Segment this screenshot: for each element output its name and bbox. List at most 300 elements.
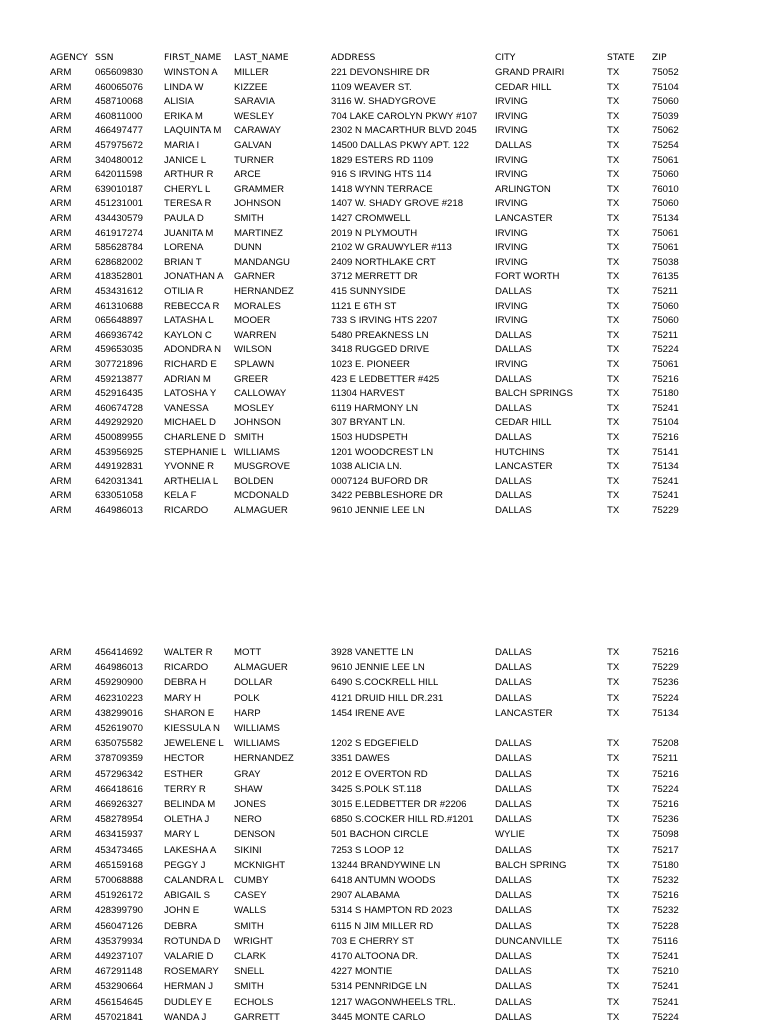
cell-state: TX bbox=[607, 402, 620, 414]
cell-agency: ARM bbox=[50, 723, 72, 734]
cell-last-name: CUMBY bbox=[234, 875, 269, 886]
cell-ssn: 459213877 bbox=[95, 373, 144, 385]
cell-state: TX bbox=[607, 67, 620, 78]
cell-state: TX bbox=[607, 647, 620, 658]
cell-last-name: SMITH bbox=[234, 213, 264, 224]
table-row bbox=[0, 691, 768, 706]
cell-city: IRVING bbox=[495, 110, 528, 122]
cell-first-name: WALTER R bbox=[164, 647, 213, 658]
table-row bbox=[0, 386, 768, 401]
table-row bbox=[0, 445, 768, 460]
table-row bbox=[0, 459, 768, 474]
cell-zip: 75134 bbox=[652, 461, 679, 473]
cell-agency: ARM bbox=[50, 753, 72, 765]
cell-zip: 75229 bbox=[652, 505, 679, 516]
table-row bbox=[0, 372, 768, 387]
cell-address: 3422 PEBBLESHORE DR bbox=[331, 490, 443, 502]
cell-address: 221 DEVONSHIRE DR bbox=[331, 67, 430, 78]
cell-zip: 75241 bbox=[652, 490, 679, 502]
cell-city: IRVING bbox=[495, 227, 528, 239]
table-row bbox=[0, 488, 768, 503]
table-row bbox=[0, 979, 768, 994]
cell-zip: 75228 bbox=[652, 920, 679, 932]
cell-city: LANCASTER bbox=[495, 461, 553, 473]
table-row bbox=[0, 153, 768, 168]
cell-first-name: LATASHA L bbox=[164, 315, 214, 327]
cell-ssn: 457021841 bbox=[95, 1011, 144, 1023]
table-row bbox=[0, 949, 768, 964]
cell-city: DALLAS bbox=[495, 814, 532, 826]
cell-zip: 75229 bbox=[652, 662, 679, 674]
cell-agency: ARM bbox=[50, 875, 72, 886]
cell-last-name: ALMAGUER bbox=[234, 662, 288, 674]
cell-state: TX bbox=[607, 359, 620, 370]
cell-zip: 75104 bbox=[652, 81, 679, 93]
cell-ssn: 635075582 bbox=[95, 738, 144, 750]
cell-state: TX bbox=[607, 753, 620, 765]
cell-state: TX bbox=[607, 198, 620, 210]
cell-ssn: 459290900 bbox=[95, 677, 144, 689]
cell-last-name: MOOER bbox=[234, 315, 271, 327]
table-row bbox=[0, 827, 768, 842]
cell-first-name: ARTHUR R bbox=[164, 169, 214, 181]
cell-state: TX bbox=[607, 81, 620, 93]
cell-zip: 75061 bbox=[652, 242, 679, 254]
cell-ssn: 458710068 bbox=[95, 96, 144, 108]
cell-ssn: 453290664 bbox=[95, 981, 144, 993]
cell-first-name: ROTUNDA D bbox=[164, 935, 221, 947]
cell-address: 6418 ANTUMN WOODS bbox=[331, 875, 436, 886]
cell-state: TX bbox=[607, 140, 620, 151]
table-row bbox=[0, 767, 768, 782]
cell-last-name: WALLS bbox=[234, 905, 267, 917]
cell-first-name: ERIKA M bbox=[164, 110, 203, 122]
cell-agency: ARM bbox=[50, 920, 72, 932]
cell-first-name: WINSTON A bbox=[164, 67, 218, 78]
cell-state: TX bbox=[607, 329, 620, 341]
table-row bbox=[0, 812, 768, 827]
cell-zip: 75060 bbox=[652, 315, 679, 327]
cell-ssn: 434430579 bbox=[95, 213, 144, 224]
cell-first-name: DUDLEY E bbox=[164, 996, 212, 1008]
cell-state: TX bbox=[607, 475, 620, 487]
cell-first-name: LATOSHA Y bbox=[164, 388, 217, 400]
cell-last-name: SIKINI bbox=[234, 844, 262, 856]
cell-city: DALLAS bbox=[495, 951, 532, 962]
cell-address: 1023 E. PIONEER bbox=[331, 359, 410, 370]
table-row bbox=[0, 109, 768, 124]
cell-last-name: SPLAWN bbox=[234, 359, 275, 370]
cell-agency: ARM bbox=[50, 844, 72, 856]
cell-city: IRVING bbox=[495, 96, 528, 108]
table-row bbox=[0, 415, 768, 430]
cell-ssn: 466936742 bbox=[95, 329, 144, 341]
cell-address: 0007124 BUFORD DR bbox=[331, 475, 429, 487]
cell-agency: ARM bbox=[50, 67, 72, 78]
cell-address: 9610 JENNIE LEE LN bbox=[331, 505, 425, 516]
cell-address: 2019 N PLYMOUTH bbox=[331, 227, 418, 239]
cell-city: CEDAR HILL bbox=[495, 417, 552, 429]
cell-last-name: ALMAGUER bbox=[234, 505, 288, 516]
cell-zip: 75098 bbox=[652, 829, 679, 841]
cell-last-name: GREER bbox=[234, 373, 269, 385]
cell-zip: 75208 bbox=[652, 738, 679, 750]
cell-city: IRVING bbox=[495, 315, 528, 327]
cell-first-name: HERMAN J bbox=[164, 981, 214, 993]
cell-state: TX bbox=[607, 344, 620, 356]
cell-zip: 75134 bbox=[652, 213, 679, 224]
cell-last-name: WILLIAMS bbox=[234, 723, 280, 734]
cell-first-name: JUANITA M bbox=[164, 227, 214, 239]
table-row bbox=[0, 645, 768, 660]
cell-first-name: OLETHA J bbox=[164, 814, 210, 826]
cell-last-name: WILLIAMS bbox=[234, 446, 280, 458]
cell-first-name: RICARDO bbox=[164, 505, 209, 516]
cell-city: DALLAS bbox=[495, 966, 532, 978]
cell-last-name: SMITH bbox=[234, 981, 264, 993]
cell-address: 1201 WOODCREST LN bbox=[331, 446, 434, 458]
cell-state: TX bbox=[607, 183, 620, 195]
table-row bbox=[0, 919, 768, 934]
cell-address: 5314 S HAMPTON RD 2023 bbox=[331, 905, 453, 917]
cell-first-name: BELINDA M bbox=[164, 799, 216, 810]
cell-city: DALLAS bbox=[495, 505, 532, 516]
cell-city: IRVING bbox=[495, 359, 528, 370]
cell-agency: ARM bbox=[50, 154, 72, 166]
cell-first-name: BRIAN T bbox=[164, 256, 202, 268]
cell-state: TX bbox=[607, 859, 620, 871]
cell-address: 703 E CHERRY ST bbox=[331, 935, 414, 947]
table-row bbox=[0, 474, 768, 489]
cell-first-name: PAULA D bbox=[164, 213, 204, 224]
table-row bbox=[0, 80, 768, 95]
cell-agency: ARM bbox=[50, 981, 72, 993]
cell-first-name: DEBRA bbox=[164, 920, 198, 932]
cell-agency: ARM bbox=[50, 183, 72, 195]
cell-city: DALLAS bbox=[495, 475, 532, 487]
cell-agency: ARM bbox=[50, 359, 72, 370]
cell-city: DALLAS bbox=[495, 662, 532, 674]
cell-ssn: 464986013 bbox=[95, 662, 144, 674]
cell-zip: 75210 bbox=[652, 966, 679, 978]
cell-ssn: 307721896 bbox=[95, 359, 144, 370]
cell-agency: ARM bbox=[50, 96, 72, 108]
table-row bbox=[0, 357, 768, 372]
cell-city: DALLAS bbox=[495, 140, 532, 151]
cell-last-name: MANDANGU bbox=[234, 256, 290, 268]
cell-zip: 75039 bbox=[652, 110, 679, 122]
table-row bbox=[0, 1010, 768, 1025]
cell-last-name: SMITH bbox=[234, 920, 264, 932]
cell-address: 1407 W. SHADY GROVE #218 bbox=[331, 198, 464, 210]
cell-city: DALLAS bbox=[495, 490, 532, 502]
cell-city: HUTCHINS bbox=[495, 446, 545, 458]
cell-ssn: 451926172 bbox=[95, 890, 144, 902]
cell-state: TX bbox=[607, 388, 620, 400]
cell-state: TX bbox=[607, 242, 620, 254]
cell-zip: 75241 bbox=[652, 475, 679, 487]
cell-first-name: WANDA J bbox=[164, 1011, 207, 1023]
cell-city: DALLAS bbox=[495, 768, 532, 780]
cell-zip: 75060 bbox=[652, 96, 679, 108]
cell-zip: 75254 bbox=[652, 140, 679, 151]
cell-first-name: OTILIA R bbox=[164, 286, 204, 297]
cell-ssn: 464986013 bbox=[95, 505, 144, 516]
cell-last-name: SNELL bbox=[234, 966, 265, 978]
cell-zip: 75216 bbox=[652, 373, 679, 385]
cell-first-name: ADRIAN M bbox=[164, 373, 211, 385]
cell-state: TX bbox=[607, 1011, 620, 1023]
cell-agency: ARM bbox=[50, 417, 72, 429]
cell-first-name: TERESA R bbox=[164, 198, 212, 210]
cell-city: WYLIE bbox=[495, 829, 525, 841]
cell-ssn: 456154645 bbox=[95, 996, 144, 1008]
cell-agency: ARM bbox=[50, 373, 72, 385]
cell-ssn: 452916435 bbox=[95, 388, 144, 400]
cell-agency: ARM bbox=[50, 461, 72, 473]
cell-first-name: CALANDRA L bbox=[164, 875, 224, 886]
cell-first-name: KIESSULA N bbox=[164, 723, 220, 734]
cell-ssn: 453431612 bbox=[95, 286, 144, 297]
table-row bbox=[0, 299, 768, 314]
cell-ssn: 378709359 bbox=[95, 753, 144, 765]
cell-address: 1454 IRENE AVE bbox=[331, 707, 405, 719]
cell-city: IRVING bbox=[495, 154, 528, 166]
cell-last-name: NERO bbox=[234, 814, 262, 826]
cell-city: DALLAS bbox=[495, 373, 532, 385]
cell-ssn: 642011598 bbox=[95, 169, 143, 181]
cell-first-name: TERRY R bbox=[164, 783, 206, 795]
cell-ssn: 460811000 bbox=[95, 110, 143, 122]
cell-city: DALLAS bbox=[495, 402, 532, 414]
cell-last-name: KIZZEE bbox=[234, 81, 268, 93]
cell-first-name: SHARON E bbox=[164, 707, 215, 719]
cell-agency: ARM bbox=[50, 315, 72, 327]
header-row bbox=[0, 50, 768, 65]
cell-state: TX bbox=[607, 768, 620, 780]
cell-ssn: 639010187 bbox=[95, 183, 144, 195]
cell-first-name: JONATHAN A bbox=[164, 271, 224, 283]
cell-city: DALLAS bbox=[495, 905, 532, 917]
cell-first-name: ALISIA bbox=[164, 96, 194, 108]
cell-state: TX bbox=[607, 461, 620, 473]
cell-address: 1038 ALICIA LN. bbox=[331, 461, 402, 473]
cell-ssn: 467291148 bbox=[95, 966, 143, 978]
cell-last-name: DENSON bbox=[234, 829, 276, 841]
cell-agency: ARM bbox=[50, 81, 72, 93]
cell-agency: ARM bbox=[50, 198, 72, 210]
cell-address: 704 LAKE CAROLYN PKWY #107 bbox=[331, 110, 478, 122]
cell-agency: ARM bbox=[50, 738, 72, 750]
cell-zip: 75052 bbox=[652, 67, 679, 78]
cell-state: TX bbox=[607, 707, 620, 719]
cell-ssn: 452619070 bbox=[95, 723, 144, 734]
cell-ssn: 461310688 bbox=[95, 300, 144, 312]
cell-city: DALLAS bbox=[495, 329, 532, 341]
cell-zip: 75061 bbox=[652, 154, 679, 166]
cell-state: TX bbox=[607, 446, 620, 458]
cell-address: 1829 ESTERS RD 1109 bbox=[331, 154, 434, 166]
cell-zip: 75060 bbox=[652, 169, 679, 181]
table-row bbox=[0, 797, 768, 812]
cell-first-name: MARY L bbox=[164, 829, 200, 841]
cell-agency: ARM bbox=[50, 490, 72, 502]
cell-city: IRVING bbox=[495, 198, 528, 210]
cell-ssn: 418352801 bbox=[95, 271, 144, 283]
cell-state: TX bbox=[607, 905, 620, 917]
cell-address: 5314 PENNRIDGE LN bbox=[331, 981, 427, 993]
cell-first-name: PEGGY J bbox=[164, 859, 206, 871]
cell-state: TX bbox=[607, 96, 620, 108]
cell-ssn: 451231001 bbox=[95, 198, 144, 210]
cell-last-name: DOLLAR bbox=[234, 677, 273, 689]
header-last-name: LAST_NAME bbox=[234, 52, 289, 63]
cell-zip: 75216 bbox=[652, 432, 679, 443]
cell-zip: 75061 bbox=[652, 359, 679, 370]
cell-first-name: ESTHER bbox=[164, 768, 203, 780]
cell-first-name: RICHARD E bbox=[164, 359, 217, 370]
cell-address: 1418 WYNN TERRACE bbox=[331, 183, 433, 195]
cell-last-name: MCDONALD bbox=[234, 490, 289, 502]
cell-zip: 75232 bbox=[652, 905, 679, 917]
cell-zip: 75216 bbox=[652, 647, 679, 658]
cell-address: 13244 BRANDYWINE LN bbox=[331, 859, 441, 871]
cell-city: IRVING bbox=[495, 300, 528, 312]
cell-last-name: CALLOWAY bbox=[234, 388, 287, 400]
cell-last-name: MCKNIGHT bbox=[234, 859, 286, 871]
cell-zip: 75236 bbox=[652, 814, 679, 826]
cell-ssn: 642031341 bbox=[95, 475, 144, 487]
cell-ssn: 449237107 bbox=[95, 951, 144, 962]
cell-address: 4121 DRUID HILL DR.231 bbox=[331, 692, 444, 704]
cell-zip: 76135 bbox=[652, 271, 679, 283]
cell-first-name: STEPHANIE L bbox=[164, 446, 227, 458]
cell-city: GRAND PRAIRI bbox=[495, 67, 565, 78]
cell-address: 2907 ALABAMA bbox=[331, 890, 400, 902]
cell-ssn: 065648897 bbox=[95, 315, 144, 327]
cell-state: TX bbox=[607, 981, 620, 993]
table-row bbox=[0, 995, 768, 1010]
cell-ssn: 466497477 bbox=[95, 125, 144, 137]
cell-state: TX bbox=[607, 286, 620, 297]
cell-last-name: HERNANDEZ bbox=[234, 753, 294, 765]
header-address: ADDRESS bbox=[331, 52, 376, 63]
table-row bbox=[0, 751, 768, 766]
cell-agency: ARM bbox=[50, 890, 72, 902]
cell-city: IRVING bbox=[495, 125, 528, 137]
cell-state: TX bbox=[607, 814, 620, 826]
cell-address: 4227 MONTIE bbox=[331, 966, 393, 978]
cell-agency: ARM bbox=[50, 475, 72, 487]
cell-last-name: JOHNSON bbox=[234, 417, 281, 429]
cell-address: 2102 W GRAUWYLER #113 bbox=[331, 242, 452, 254]
cell-address: 3418 RUGGED DRIVE bbox=[331, 344, 430, 356]
cell-last-name: CARAWAY bbox=[234, 125, 282, 137]
cell-address: 1202 S EDGEFIELD bbox=[331, 738, 419, 750]
cell-last-name: SMITH bbox=[234, 432, 264, 443]
table-row bbox=[0, 313, 768, 328]
cell-ssn: 449292920 bbox=[95, 417, 144, 429]
cell-city: DALLAS bbox=[495, 432, 532, 443]
cell-agency: ARM bbox=[50, 300, 72, 312]
cell-first-name: JOHN E bbox=[164, 905, 200, 917]
cell-first-name: CHERYL L bbox=[164, 183, 211, 195]
cell-city: FORT WORTH bbox=[495, 271, 560, 283]
cell-city: DALLAS bbox=[495, 647, 532, 658]
cell-agency: ARM bbox=[50, 814, 72, 826]
table-row bbox=[0, 706, 768, 721]
table-row bbox=[0, 182, 768, 197]
cell-first-name: MARIA I bbox=[164, 140, 200, 151]
cell-last-name: HERNANDEZ bbox=[234, 286, 294, 297]
cell-city: DALLAS bbox=[495, 920, 532, 932]
cell-state: TX bbox=[607, 432, 620, 443]
cell-last-name: ARCE bbox=[234, 169, 261, 181]
cell-ssn: 453956925 bbox=[95, 446, 144, 458]
cell-city: DALLAS bbox=[495, 996, 532, 1008]
cell-ssn: 428399790 bbox=[95, 905, 144, 917]
cell-last-name: WRIGHT bbox=[234, 935, 273, 947]
cell-agency: ARM bbox=[50, 966, 72, 978]
cell-zip: 75134 bbox=[652, 707, 679, 719]
cell-address: 2012 E OVERTON RD bbox=[331, 768, 428, 780]
cell-address: 7253 S LOOP 12 bbox=[331, 844, 404, 856]
cell-first-name: RICARDO bbox=[164, 662, 209, 674]
cell-agency: ARM bbox=[50, 996, 72, 1008]
cell-zip: 75180 bbox=[652, 388, 679, 400]
table-row bbox=[0, 65, 768, 80]
cell-zip: 75241 bbox=[652, 996, 679, 1008]
cell-state: TX bbox=[607, 417, 620, 429]
cell-ssn: 633051058 bbox=[95, 490, 144, 502]
cell-ssn: 065609830 bbox=[95, 67, 144, 78]
cell-state: TX bbox=[607, 966, 620, 978]
cell-agency: ARM bbox=[50, 169, 72, 181]
cell-agency: ARM bbox=[50, 707, 72, 719]
cell-last-name: SARAVIA bbox=[234, 96, 275, 108]
cell-address: 6490 S.COCKRELL HILL bbox=[331, 677, 439, 689]
table-row bbox=[0, 964, 768, 979]
cell-address: 3116 W. SHADYGROVE bbox=[331, 96, 436, 108]
cell-agency: ARM bbox=[50, 829, 72, 841]
cell-last-name: MUSGROVE bbox=[234, 461, 290, 473]
cell-ssn: 340480012 bbox=[95, 154, 144, 166]
cell-state: TX bbox=[607, 844, 620, 856]
cell-agency: ARM bbox=[50, 140, 72, 151]
cell-zip: 75224 bbox=[652, 344, 679, 356]
cell-agency: ARM bbox=[50, 213, 72, 224]
cell-agency: ARM bbox=[50, 505, 72, 516]
cell-address: 9610 JENNIE LEE LN bbox=[331, 662, 425, 674]
cell-last-name: JONES bbox=[234, 799, 266, 810]
cell-last-name: WARREN bbox=[234, 329, 277, 341]
cell-ssn: 465159168 bbox=[95, 859, 144, 871]
header-first-name: FIRST_NAME bbox=[164, 52, 222, 63]
cell-address: 1121 E 6TH ST bbox=[331, 300, 397, 312]
cell-ssn: 585628784 bbox=[95, 242, 144, 254]
cell-agency: ARM bbox=[50, 388, 72, 400]
cell-state: TX bbox=[607, 505, 620, 516]
cell-agency: ARM bbox=[50, 647, 72, 658]
cell-first-name: LORENA bbox=[164, 242, 204, 254]
cell-agency: ARM bbox=[50, 662, 72, 674]
cell-last-name: DUNN bbox=[234, 242, 262, 254]
cell-zip: 75211 bbox=[652, 329, 678, 341]
table-row bbox=[0, 782, 768, 797]
cell-first-name: ADONDRA N bbox=[164, 344, 222, 356]
cell-agency: ARM bbox=[50, 905, 72, 917]
cell-zip: 75217 bbox=[652, 844, 679, 856]
